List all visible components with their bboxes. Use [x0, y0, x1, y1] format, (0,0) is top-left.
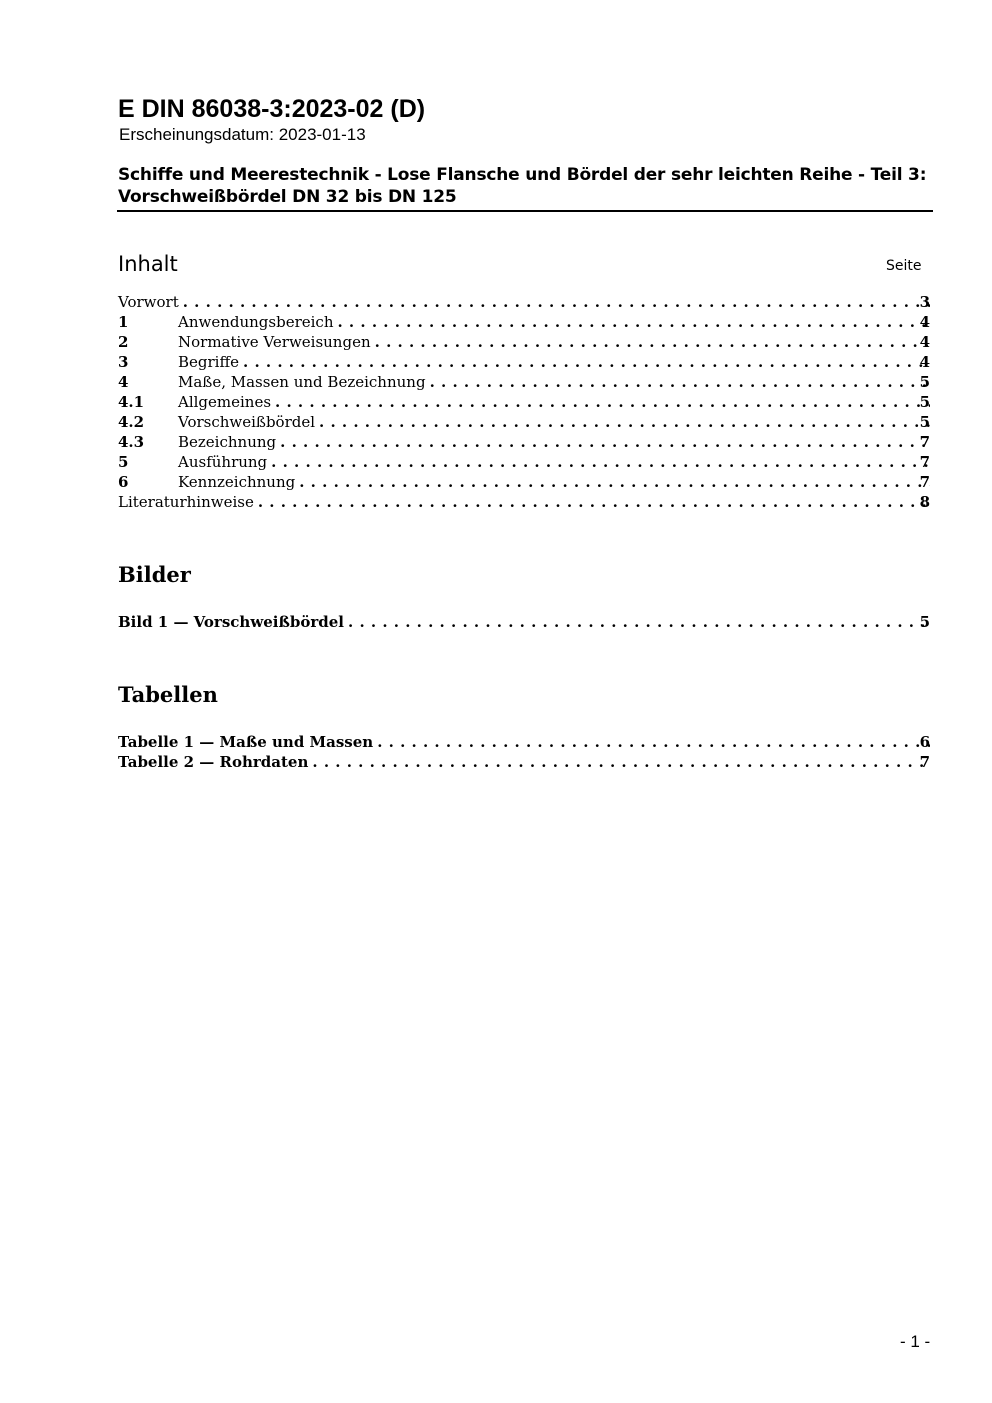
toc-entry-label: Literaturhinweise — [118, 493, 254, 511]
toc-leader-dots — [243, 352, 930, 372]
list-of-figures — [118, 612, 930, 632]
figure-entry-page: 5 — [919, 613, 930, 631]
toc-entry[interactable] — [118, 372, 930, 392]
toc-entry-page: 5 — [919, 413, 930, 431]
toc-entry-number: 6 — [118, 473, 129, 491]
toc-entry-page: 8 — [919, 493, 930, 511]
toc-entry-label: Vorwort — [118, 293, 179, 311]
toc-entry-number: 4.3 — [118, 433, 145, 451]
figures-heading: Bilder — [118, 562, 191, 587]
table-entry-label: Tabelle 2 — Rohrdaten — [118, 753, 309, 771]
toc-entry-page: 4 — [919, 353, 930, 371]
toc-entry-number: 5 — [118, 453, 129, 471]
toc-leader-dots — [183, 292, 930, 312]
toc-entry[interactable] — [118, 492, 930, 512]
toc-entry-page: 7 — [919, 433, 930, 451]
toc-entry[interactable] — [118, 292, 930, 312]
table-entry[interactable] — [118, 732, 930, 752]
contents-heading: Inhalt — [118, 252, 178, 276]
document-id: E DIN 86038-3:2023-02 (D) — [118, 95, 426, 123]
table-entry[interactable] — [118, 752, 930, 772]
toc-leader-dots — [348, 612, 930, 632]
toc-entry-number: 4 — [118, 373, 129, 391]
toc-entry[interactable] — [118, 392, 930, 412]
toc-entry-label: Bezeichnung — [178, 433, 277, 451]
toc-leader-dots — [337, 312, 930, 332]
toc-entry-label: Ausführung — [178, 453, 268, 471]
toc-leader-dots — [312, 752, 930, 772]
toc-entry-label: Maße, Massen und Bezeichnung — [178, 373, 426, 391]
page-number: - 1 - — [900, 1332, 931, 1351]
toc-entry-number: 3 — [118, 353, 129, 371]
toc-entry[interactable] — [118, 312, 930, 332]
figure-entry-label: Bild 1 — Vorschweißbördel — [118, 613, 344, 631]
toc-entry-label: Kennzeichnung — [178, 473, 296, 491]
toc-leader-dots — [275, 392, 930, 412]
toc-entry-page: 4 — [919, 333, 930, 351]
toc-entry-label: Allgemeines — [178, 393, 272, 411]
toc-entry-number: 4.2 — [118, 413, 145, 431]
toc-entry[interactable] — [118, 412, 930, 432]
publication-date: Erscheinungsdatum: 2023-01-13 — [119, 125, 366, 144]
toc-entry[interactable] — [118, 432, 930, 452]
toc-leader-dots — [375, 332, 930, 352]
table-entry-page: 7 — [919, 753, 930, 771]
page-column-label: Seite — [886, 258, 922, 274]
toc-entry-page: 7 — [919, 473, 930, 491]
toc-entry[interactable] — [118, 472, 930, 492]
toc-leader-dots — [280, 432, 930, 452]
toc-entry-page: 7 — [919, 453, 930, 471]
toc-entry-label: Normative Verweisungen — [178, 333, 371, 351]
toc-leader-dots — [299, 472, 930, 492]
toc-entry-number: 4.1 — [118, 393, 145, 411]
toc-leader-dots — [430, 372, 930, 392]
toc-leader-dots — [271, 452, 930, 472]
figure-entry[interactable] — [118, 612, 930, 632]
toc-entry-number: 1 — [118, 313, 129, 331]
toc-entry-page: 3 — [919, 293, 930, 311]
toc-entry-page: 5 — [919, 393, 930, 411]
toc-entry-number: 2 — [118, 333, 129, 351]
toc-entry-label: Vorschweißbördel — [178, 413, 316, 431]
toc-entry-page: 5 — [919, 373, 930, 391]
table-entry-label: Tabelle 1 — Maße und Massen — [118, 733, 374, 751]
toc-leader-dots — [258, 492, 930, 512]
toc-entry[interactable] — [118, 452, 930, 472]
table-entry-page: 6 — [919, 733, 930, 751]
table-of-contents — [118, 292, 930, 512]
tables-heading: Tabellen — [118, 682, 218, 707]
toc-entry-label: Anwendungsbereich — [178, 313, 334, 331]
toc-leader-dots — [377, 732, 930, 752]
toc-entry-label: Begriffe — [178, 353, 240, 371]
title-divider — [117, 210, 933, 212]
toc-entry[interactable] — [118, 352, 930, 372]
toc-entry[interactable] — [118, 332, 930, 352]
document-title: Schiffe und Meerestechnik - Lose Flansche und Bördel der sehr leichten Reihe - Teil 3: Vorschweißbördel DN 32 bis DN 125 — [118, 165, 927, 207]
toc-entry-page: 4 — [919, 313, 930, 331]
list-of-tables — [118, 732, 930, 772]
toc-leader-dots — [319, 412, 930, 432]
